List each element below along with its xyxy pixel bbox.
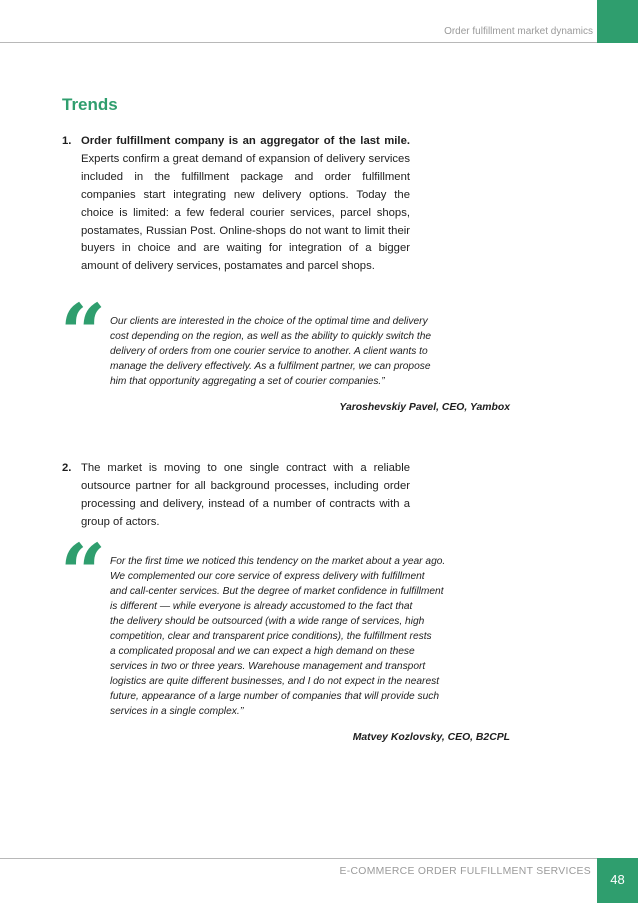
quote-author-2: Matvey Kozlovsky, CEO, B2CPL	[352, 732, 510, 743]
quote-line: future, appearance of a large number of companies that will provide such	[110, 691, 440, 702]
quote-line: a complicated proposal and we can expect a high demand on these	[110, 646, 415, 657]
quote-line: him that opportunity aggregating a set of courier companies.”	[110, 376, 385, 387]
footer-rule	[0, 858, 597, 859]
quote-mark-icon: “	[60, 526, 107, 620]
quote-line: For the first time we noticed this tendency on the market about a year ago.	[110, 556, 446, 567]
quote-line: cost depending on the region, as well as the ability to quickly switch the	[110, 331, 432, 342]
trend-item-2	[62, 460, 410, 532]
quote-line: competition, clear and transparent price conditions), the fulfillment rests	[110, 631, 432, 642]
quote-line: logistics are quite different businesses, and I do not expect in the nearest	[110, 676, 440, 687]
quote-line: the delivery should be outsourced (with a wide range of services, high	[110, 616, 425, 627]
trend-item-lead: Order fulfillment company is an aggregator of the last mile.	[81, 135, 410, 147]
quote-line: and call-center services. But the degree of market confidence in fulfillment	[110, 586, 444, 597]
trend-item-body: The market is moving to one single contract with a reliable outsource partner for all background processes, including order processing and delivery, instead of a number of contracts with a group of actors.	[81, 462, 410, 528]
quote-text-1	[110, 314, 518, 389]
running-header: Order fulfillment market dynamics	[444, 26, 593, 37]
quote-line: delivery of orders from one courier service to another. A client wants to	[110, 346, 428, 357]
trend-item-number: 2.	[62, 462, 72, 474]
page-number: 48	[610, 872, 625, 887]
header-accent-tab	[597, 0, 638, 43]
quote-line: is different — while everyone is already accustomed to the fact that	[110, 601, 413, 612]
section-title: Trends	[62, 95, 118, 114]
trend-item-number: 1.	[62, 135, 72, 147]
quote-line: services in two or three years. Warehouse management and transport	[110, 661, 426, 672]
trend-item-text: Experts confirm a great demand of expansion of delivery services included in the fulfillment package and order fulfillment companies start integrating new delivery options. Today the choice is limited: a few federal courier services, parcel shops, postamates, Russian Post. Online-shops do not want to limit their buyers in choice and are waiting for integration of a bigger amount of delivery services, postamates and parcel shops.	[81, 152, 410, 273]
quote-mark-icon: “	[60, 286, 107, 380]
quote-author-1: Yaroshevskiy Pavel, CEO, Yambox	[339, 402, 510, 413]
trend-item-body	[62, 133, 410, 276]
running-footer: E-COMMERCE ORDER FULFILLMENT SERVICES	[339, 866, 591, 877]
trend-item-1	[62, 133, 410, 276]
quote-line: manage the delivery effectively. As a fulfilment partner, we can propose	[110, 361, 431, 372]
quote-line: services in a single complex.’’	[110, 706, 244, 717]
quote-line: We complemented our core service of express delivery with fulfillment	[110, 571, 425, 582]
header-rule	[0, 42, 597, 43]
quote-text-2	[110, 554, 518, 719]
quote-line: Our clients are interested in the choice of the optimal time and delivery	[110, 316, 428, 327]
